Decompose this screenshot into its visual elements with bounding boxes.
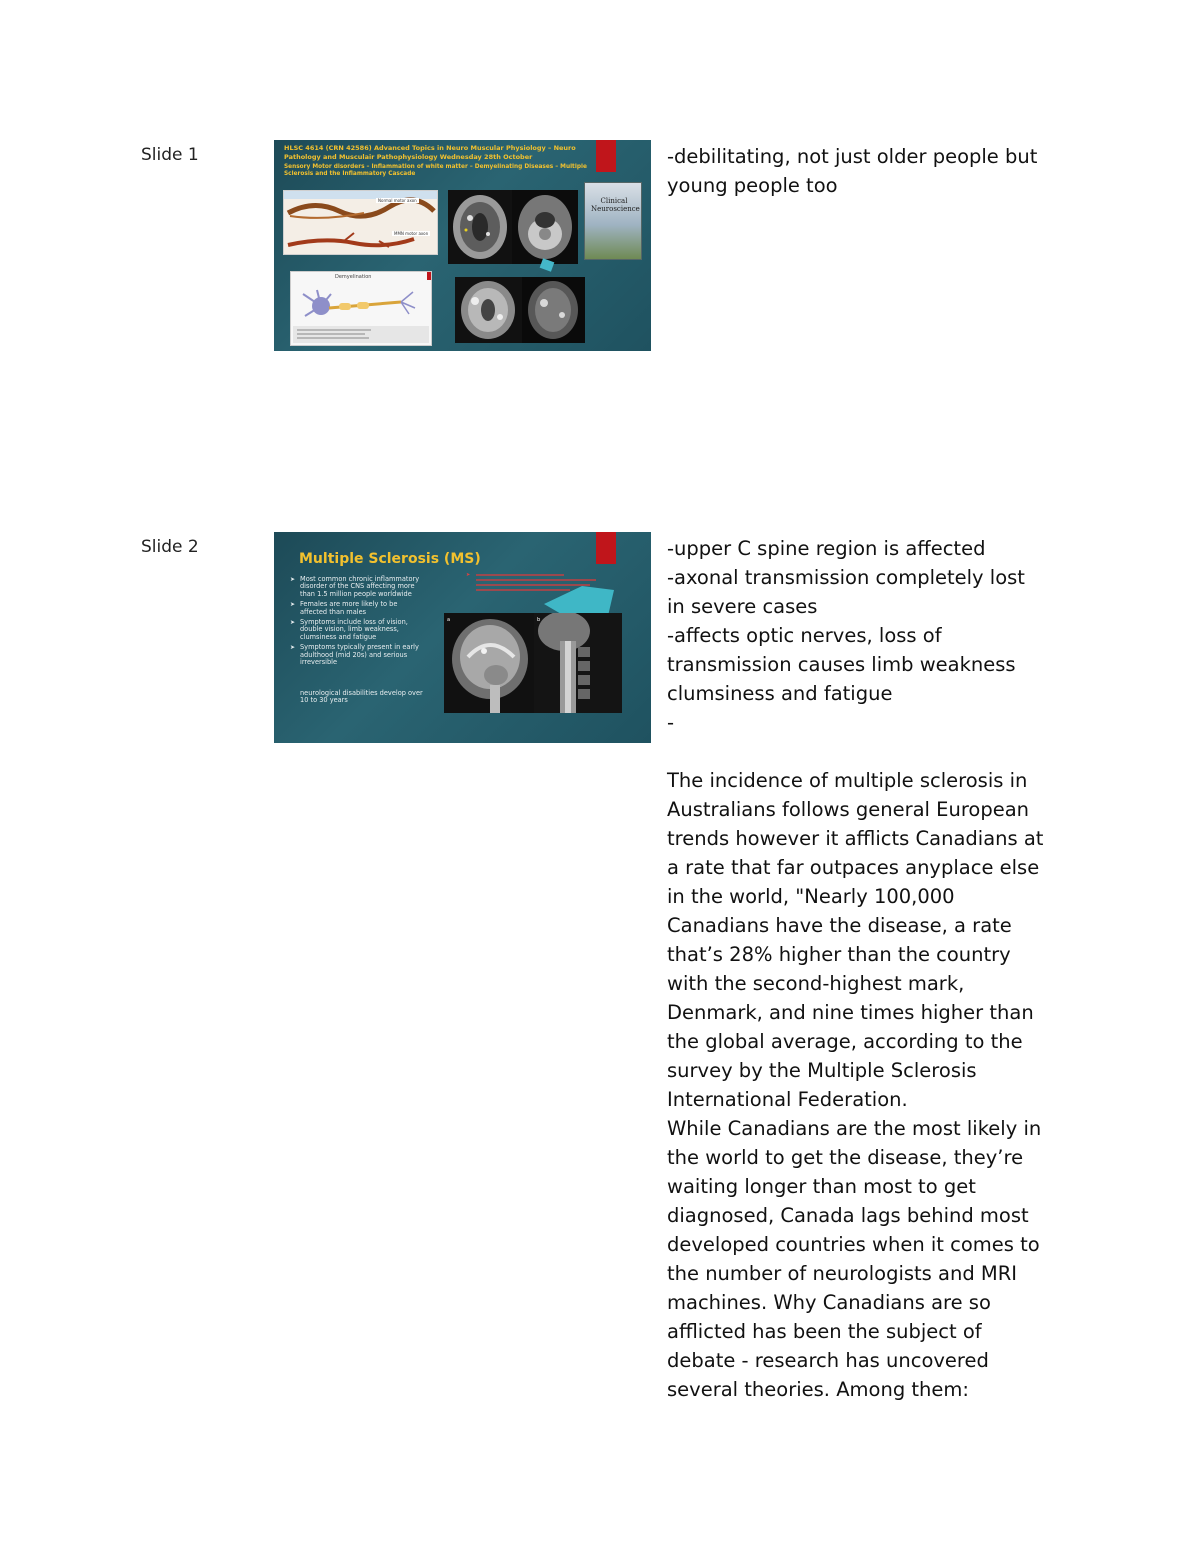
mri-sagittal-brain-image (444, 613, 534, 713)
slide-2-note-long: The incidence of multiple sclerosis in Australians follows general European trends however it afflicts Canadians at a rate that far outpaces anyplace else in the world, "Nearly 100,000 Canadians have the disease, a rate that’s 28% higher than the country with the second-highest mark, Denmark, and nine times higher than the global average, according to the survey by the Multiple Sclerosis International Federation. While Canadians are the most likely in the world to get the disease, they’re waiting longer than most to get diagnosed, Canada lags behind most developed countries when it comes to the number of neurologists and MRI machines. Why Canadians are so afflicted has been the subject of debate - research has uncovered several theories. Among them: (667, 769, 1044, 1401)
mmn-axon-label: MMN motor axon (394, 231, 429, 236)
svg-text:b: b (537, 617, 541, 623)
slide-2-bullet-list (290, 576, 425, 669)
mri-axial-image-3 (455, 277, 522, 343)
bullet-arrow-icon: ➤ (290, 644, 296, 652)
bullet-item (290, 644, 425, 666)
mri-axial-image-4 (522, 277, 585, 343)
slide-2-notes (667, 534, 1047, 1404)
bullet-text: Most common chronic inflammatory disorder of the CNS affecting more than 1.5 million people worldwide (300, 575, 420, 598)
bullet-text: Symptoms include loss of vision, double vision, limb weakness, clumsiness and fatigue (300, 618, 408, 641)
bullet-text: Females are more likely to be affected than males (300, 600, 398, 616)
bullet-arrow-icon: ➤ (290, 601, 296, 609)
normal-axon-label: Normal motor axon (378, 198, 417, 203)
demyelination-label: Demyelination (335, 274, 372, 280)
book-cover-image (584, 182, 642, 260)
bullet-item (290, 601, 425, 616)
slide-1-thumbnail (274, 140, 651, 351)
mri-axial-image-2 (512, 190, 578, 264)
bullet-item (290, 619, 425, 641)
axon-image (283, 190, 438, 255)
mri-sagittal-spine-image (534, 613, 622, 713)
bullet-item (290, 576, 425, 598)
svg-text:➤: ➤ (466, 572, 471, 578)
slide-1-label: Slide 1 (141, 145, 199, 165)
slide-1-note-text: -debilitating, not just older people but young people too (667, 145, 1044, 197)
bullet-continuation: neurological disabilities develop over 10 to 30 years (300, 689, 423, 705)
demyelination-diagram (290, 271, 432, 346)
slide-2-note-short: -upper C spine region is affected -axonal transmission completely lost in severe cases -affects optic nerves, loss of transmission causes limb weakness clumsiness and fatigue - (667, 537, 1025, 734)
slide-2-note-spacer (667, 737, 1047, 766)
bullet-arrow-icon: ➤ (290, 576, 296, 583)
slide-2-red-tab (596, 532, 616, 564)
slide-2-title: Multiple Sclerosis (MS) (299, 551, 481, 567)
slide-2-thumbnail (274, 532, 651, 743)
slide-2-label: Slide 2 (141, 537, 199, 557)
diagram-red-tab (427, 272, 431, 280)
svg-text:a: a (447, 617, 451, 623)
neuron-drawing (291, 272, 431, 345)
slide-1-title: HLSC 4614 (CRN 42586) Advanced Topics in Neuro Muscular Physiology – Neuro Pathology and Musculair Pathophysiology Wednesday 28th October (284, 144, 576, 161)
bullet-text: Symptoms typically present in early adulthood (mid 20s) and serious irreversible (300, 643, 419, 667)
slide-1-notes (667, 142, 1047, 200)
bullet-arrow-icon: ➤ (290, 619, 296, 627)
mri-axial-image-1 (448, 190, 512, 264)
slide-1-subtitle: Sensory Motor disorders – Inflammation of white matter – Demyelinating Diseases – Multiple Sclerosis and the Inflammatory Cascade (284, 164, 587, 177)
book-title: Clinical Neuroscience (591, 197, 640, 213)
